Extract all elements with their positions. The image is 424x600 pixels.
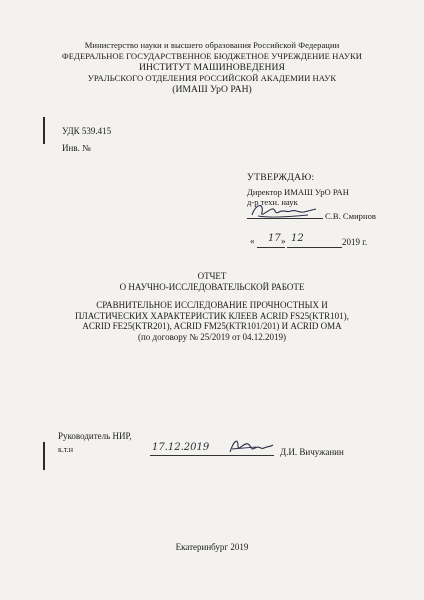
budget-line: ФЕДЕРАЛЬНОЕ ГОСУДАРСТВЕННОЕ БЮДЖЕТНОЕ УЧРЕЖДЕНИЕ НАУКИ	[61, 51, 363, 61]
branch-line: УРАЛЬСКОГО ОТДЕЛЕНИЯ РОССИЙСКОЙ АКАДЕМИИ НАУК	[87, 73, 337, 83]
approval-day: 17	[268, 233, 281, 244]
report-title-line-2: ПЛАСТИЧЕСКИХ ХАРАКТЕРИСТИК КЛЕЕВ ACRID FS25(KTR101),	[75, 310, 349, 321]
director-degree: д-р техн. наук	[247, 197, 298, 207]
report-contract: (по договору № 25/2019 от 04.12.2019)	[137, 331, 287, 342]
margin-mark-top	[43, 117, 45, 144]
report-title-block	[0, 271, 424, 342]
report-subheading: О НАУЧНО-ИССЛЕДОВАТЕЛЬСКОЙ РАБОТЕ	[119, 281, 305, 292]
report-title-line-1: СРАВНИТЕЛЬНОЕ ИССЛЕДОВАНИЕ ПРОЧНОСТНЫХ И	[96, 300, 328, 310]
leader-degree: к.т.н	[58, 445, 74, 454]
ministry-line: Министерство науки и высшего образования Российской Федерации	[84, 40, 340, 50]
approval-date-open-quote: «	[250, 236, 255, 246]
udk-code: УДК 539.415	[62, 126, 112, 136]
inventory-number: Инв. №	[62, 143, 91, 153]
approval-title	[245, 172, 315, 183]
institute-abbr: (ИМАШ УрО РАН)	[172, 84, 252, 95]
leader-signature	[226, 436, 276, 456]
approval-year: 2019 г.	[342, 237, 368, 247]
report-title-line-3: ACRID FE25(KTR201), ACRID FM25(KTR101/201) И ACRID OMA	[82, 321, 342, 331]
leader-name: Д.И. Вичужанин	[280, 447, 344, 457]
director-title: Директор ИМАШ УрО РАН	[247, 187, 349, 197]
report-heading: ОТЧЕТ	[197, 271, 227, 281]
approval-day-line	[257, 247, 285, 248]
organization-header	[0, 40, 424, 95]
margin-mark-bottom	[43, 442, 45, 470]
city-year: Екатеринбург 2019	[175, 542, 249, 552]
approval-date-close-quote: »	[281, 236, 286, 246]
director-signature-line	[247, 218, 323, 219]
approval-month-line	[287, 247, 342, 248]
leader-date: 17.12.2019	[152, 442, 210, 453]
approval-title-text: УТВЕРЖДАЮ:	[247, 172, 315, 183]
institute-line: ИНСТИТУТ МАШИНОВЕДЕНИЯ	[139, 62, 285, 73]
director-name: С.В. Смирнов	[325, 211, 376, 221]
leader-label: Руководитель НИР,	[58, 431, 132, 441]
approval-month: 12	[291, 233, 304, 244]
